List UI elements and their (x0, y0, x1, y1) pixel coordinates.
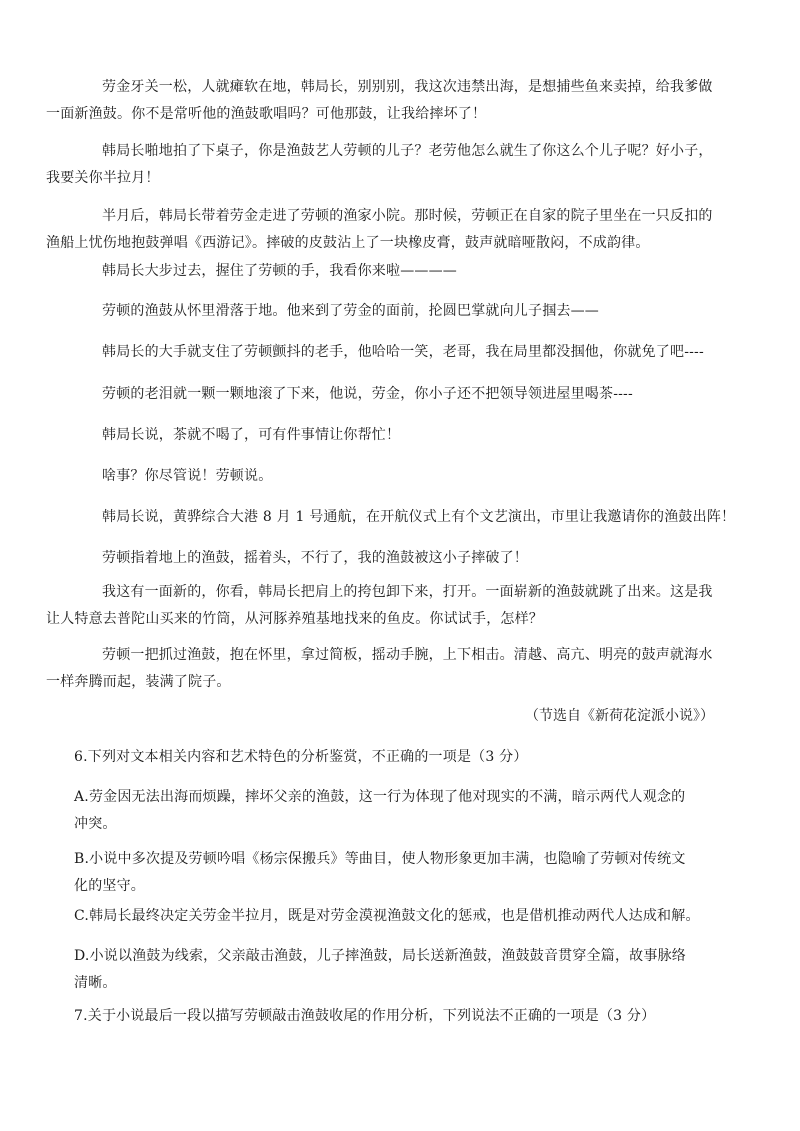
text-line: 韩局长啪地拍了下桌子，你是渔鼓艺人劳顿的儿子？老劳他怎么就生了你这么个儿子呢？好小子， (102, 143, 713, 159)
text-line: 劳顿的渔鼓从怀里滑落于地。他来到了劳金的面前，抡圆巴掌就向儿子掴去—— (102, 303, 599, 319)
story-paragraph-1 (46, 74, 724, 128)
question-6-option-a (74, 784, 724, 838)
text-line: 化的坚守。 (74, 878, 145, 894)
text-line: 啥事？你尽管说！劳顿说。 (102, 468, 273, 484)
text-line: 韩局长说，茶就不喝了，可有件事情让你帮忙！ (102, 427, 401, 443)
text-line: 劳顿指着地上的渔鼓，摇着头，不行了，我的渔鼓被这小子摔破了！ (102, 550, 528, 566)
source-citation: （节选自《新荷花淀派小说》） (525, 708, 714, 724)
text-line: 让人特意去普陀山买来的竹筒，从河豚养殖基地找来的鱼皮。你试试手，怎样？ (46, 611, 543, 627)
text-line: 劳顿的老泪就一颗一颗地滚了下来，他说，劳金，你小子还不把领导领进屋里喝茶---- (102, 386, 633, 402)
text-line: 韩局长的大手就支住了劳顿颤抖的老手，他哈哈一笑，老哥，我在局里都没掴他，你就免了吧---- (102, 344, 704, 360)
text-line: C.韩局长最终决定关劳金半拉月，既是对劳金漠视渔鼓文化的惩戒，也是借机推动两代人达成和解。 (74, 908, 700, 924)
text-line: 劳金牙关一松，人就瘫软在地，韩局长，别别别，我这次违禁出海，是想捕些鱼来卖掉，给我爹做 (102, 79, 713, 95)
text-line: 韩局长说，黄骅综合大港 8 月 1 号通航，在开航仪式上有个文艺演出，市里让我邀请你的渔鼓出阵！ (102, 509, 736, 525)
question-6-option-b (74, 846, 724, 900)
story-paragraph-10 (74, 504, 736, 531)
story-paragraph-8 (74, 422, 724, 449)
text-line: B.小说中多次提及劳顿吟唱《杨宗保搬兵》等曲目，使人物形象更加丰满，也隐喻了劳顿对传统文 (74, 851, 686, 867)
story-paragraph-6 (74, 339, 724, 366)
text-line: 我这有一面新的，你看，韩局长把肩上的挎包卸下来，打开。一面崭新的渔鼓就跳了出来。这是我 (102, 584, 713, 600)
story-paragraph-3 (46, 203, 724, 257)
story-paragraph-5 (74, 298, 724, 325)
story-paragraph-13 (46, 642, 724, 696)
story-paragraph-4 (74, 258, 724, 285)
text-line: 冲突。 (74, 816, 117, 832)
story-paragraph-7 (74, 381, 724, 408)
question-6-option-d (74, 943, 724, 997)
story-paragraph-2 (46, 138, 724, 192)
story-paragraph-11 (74, 545, 724, 572)
story-paragraph-9 (74, 463, 724, 490)
text-line: D.小说以渔鼓为线索，父亲敲击渔鼓，儿子摔渔鼓，局长送新渔鼓，渔鼓鼓音贯穿全篇，故事脉络 (74, 948, 686, 964)
text-line: 7.关于小说最后一段以描写劳顿敲击渔鼓收尾的作用分析，下列说法不正确的一项是（3 分） (74, 1008, 656, 1024)
story-paragraph-12 (46, 579, 724, 633)
question-6-stem (74, 744, 724, 771)
question-7-stem (74, 1003, 724, 1030)
text-line: A.劳金因无法出海而烦躁，摔坏父亲的渔鼓，这一行为体现了他对现实的不满，暗示两代人观念的 (74, 789, 686, 805)
text-line: 半月后，韩局长带着劳金走进了劳顿的渔家小院。那时候，劳顿正在自家的院子里坐在一只反扣的 (102, 208, 713, 224)
text-line: 清晰。 (74, 975, 117, 991)
text-line: 劳顿一把抓过渔鼓，抱在怀里，拿过简板，摇动手腕，上下相击。清越、高亢、明亮的鼓声就海水 (102, 647, 713, 663)
text-line: 韩局长大步过去，握住了劳顿的手，我看你来啦———— (102, 263, 457, 279)
text-line: 渔船上忧伤地抱鼓弹唱《西游记》。摔破的皮鼓沾上了一块橡皮膏，鼓声就暗哑散闷，不成韵律。 (46, 235, 650, 251)
text-line: 一面新渔鼓。你不是常听他的渔鼓歌唱吗？可他那鼓，让我给摔坏了！ (46, 106, 487, 122)
text-line: 我要关你半拉月！ (46, 170, 160, 186)
question-6-option-c (74, 903, 724, 930)
text-line: 一样奔腾而起，装满了院子。 (46, 674, 231, 690)
text-line: 6.下列对文本相关内容和艺术特色的分析鉴赏，不正确的一项是（3 分） (74, 749, 528, 765)
